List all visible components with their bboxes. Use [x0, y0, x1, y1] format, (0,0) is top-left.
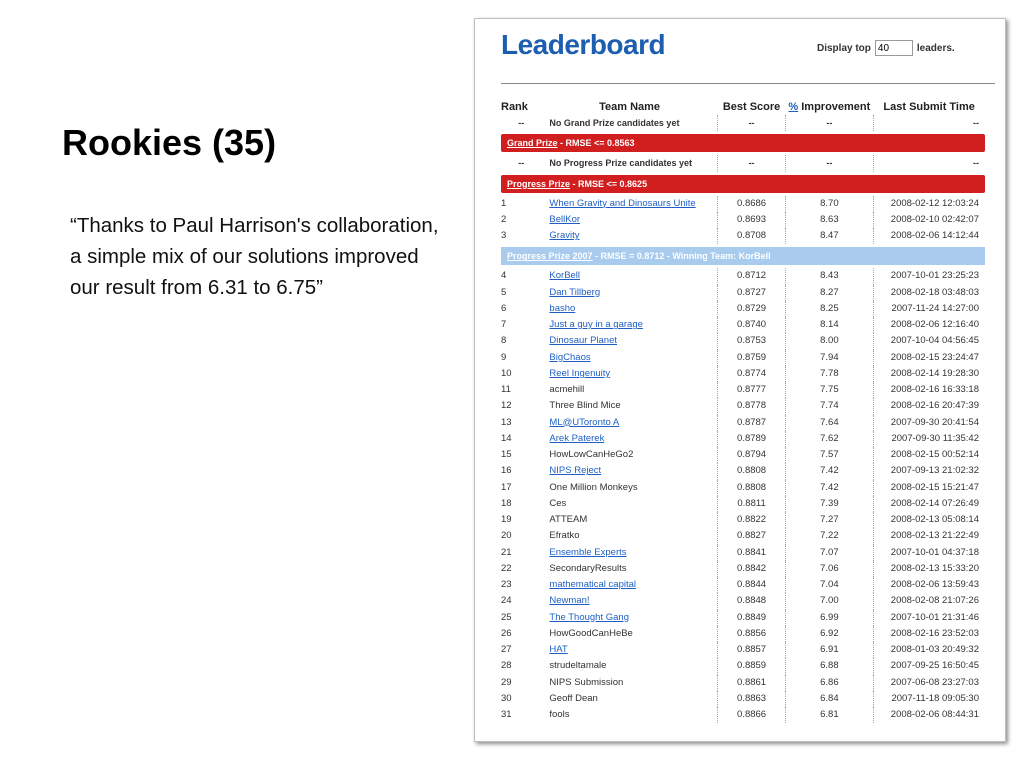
- rank-cell: 9: [501, 351, 507, 363]
- improvement-cell: 7.75: [785, 382, 873, 398]
- score-cell: 0.8727: [718, 285, 786, 301]
- column-score: Best Score: [722, 101, 781, 113]
- table-row: [501, 317, 985, 333]
- team-cell: HowGoodCanHeBe: [541, 626, 717, 642]
- team-link[interactable]: Ensemble Experts: [549, 546, 627, 558]
- improvement-cell: 7.74: [785, 398, 873, 414]
- team-cell: [541, 593, 717, 609]
- leaderboard-body: [501, 115, 985, 723]
- time-cell: 2008-02-12 12:03:24: [890, 197, 979, 209]
- time-cell: 2008-02-06 12:16:40: [890, 319, 979, 331]
- column-team: Team Name: [599, 101, 661, 113]
- team-cell: [541, 431, 717, 447]
- team-cell: [541, 415, 717, 431]
- team-link[interactable]: Reel Ingenuity: [549, 367, 611, 379]
- team-link[interactable]: Dinosaur Planet: [549, 335, 618, 347]
- score-cell: 0.8857: [718, 642, 786, 658]
- time-cell: 2008-02-06 14:12:44: [890, 230, 979, 242]
- team-cell: [541, 285, 717, 301]
- team-link[interactable]: Arek Paterek: [549, 432, 605, 444]
- table-row: [501, 577, 985, 593]
- score-cell: 0.8753: [718, 333, 786, 349]
- team-link[interactable]: Dan Tillberg: [549, 286, 601, 298]
- display-top-suffix: leaders.: [916, 42, 955, 54]
- time-cell: 2008-02-13 21:22:49: [890, 530, 979, 542]
- team-cell: [541, 317, 717, 333]
- table-row: [501, 545, 985, 561]
- rank-cell: 2: [501, 213, 507, 225]
- column-rank: Rank: [501, 101, 528, 113]
- quote-paragraph: “Thanks to Paul Harrison's collaboration, a simple mix of our solutions improved our result from 6.31 to 6.75”: [70, 214, 439, 299]
- table-row: [501, 398, 985, 414]
- team-cell: NIPS Submission: [541, 675, 717, 691]
- team-cell: No Progress Prize candidates yet: [541, 155, 717, 171]
- improvement-cell: 8.25: [785, 301, 873, 317]
- team-link[interactable]: Just a guy in a garage: [549, 319, 643, 331]
- progress-prize-2007-banner: [501, 247, 985, 265]
- table-row: [501, 447, 985, 463]
- time-cell: 2008-02-08 21:07:26: [890, 595, 979, 607]
- rank-cell: 31: [501, 709, 512, 721]
- grand-prize-banner: [501, 134, 985, 152]
- table-row: [501, 675, 985, 691]
- improvement-cell: 7.64: [785, 415, 873, 431]
- improvement-cell: 7.42: [785, 463, 873, 479]
- improvement-cell: 7.00: [785, 593, 873, 609]
- rank-cell: 17: [501, 481, 512, 493]
- team-cell: [541, 301, 717, 317]
- time-cell: 2007-10-01 21:31:46: [890, 611, 979, 623]
- table-row: [501, 212, 985, 228]
- rank-cell: 20: [501, 530, 512, 542]
- display-top-control: [817, 40, 955, 56]
- team-cell: [541, 577, 717, 593]
- rank-cell: 1: [501, 197, 507, 209]
- progress-prize-empty-row: [501, 155, 985, 171]
- table-row: [501, 480, 985, 496]
- team-cell: Geoff Dean: [541, 691, 717, 707]
- score-cell: 0.8778: [718, 398, 786, 414]
- team-link[interactable]: The Thought Gang: [549, 611, 629, 623]
- team-link[interactable]: BellKor: [549, 213, 581, 225]
- rank-cell: 10: [501, 367, 512, 379]
- time-cell: 2007-10-04 04:56:45: [890, 335, 979, 347]
- team-cell: ATTEAM: [541, 512, 717, 528]
- table-row: [501, 333, 985, 349]
- improvement-cell: 8.00: [785, 333, 873, 349]
- improvement-cell: 7.62: [785, 431, 873, 447]
- grand-prize-link[interactable]: Grand Prize: [507, 138, 558, 149]
- improvement-cell: 7.42: [785, 480, 873, 496]
- team-cell: Efratko: [541, 528, 717, 544]
- table-row: [501, 561, 985, 577]
- team-cell: [541, 366, 717, 382]
- score-cell: 0.8842: [718, 561, 786, 577]
- table-row: [501, 528, 985, 544]
- table-row: [501, 382, 985, 398]
- score-cell: 0.8822: [718, 512, 786, 528]
- improvement-cell: --: [785, 115, 873, 131]
- time-cell: 2008-02-16 23:52:03: [890, 627, 979, 639]
- leaderboard-title: Leaderboard: [501, 29, 666, 60]
- team-link[interactable]: Newman!: [549, 595, 590, 607]
- improvement-cell: --: [785, 155, 873, 171]
- team-cell: strudeltamale: [541, 658, 717, 674]
- team-cell: [541, 228, 717, 244]
- team-cell: [541, 610, 717, 626]
- table-row: [501, 268, 985, 284]
- rank-cell: --: [518, 158, 525, 169]
- table-row: [501, 463, 985, 479]
- score-cell: 0.8848: [718, 593, 786, 609]
- table-row: [501, 593, 985, 609]
- score-cell: 0.8777: [718, 382, 786, 398]
- time-cell: 2008-02-13 05:08:14: [890, 514, 979, 526]
- table-row: [501, 228, 985, 244]
- leaderboard-table: [501, 99, 985, 723]
- rank-cell: 4: [501, 270, 507, 282]
- improvement-cell: 8.43: [785, 268, 873, 284]
- improvement-cell: 7.06: [785, 561, 873, 577]
- improvement-percent-link[interactable]: %: [788, 101, 799, 113]
- improvement-cell: 8.47: [785, 228, 873, 244]
- score-cell: 0.8856: [718, 626, 786, 642]
- improvement-cell: 7.39: [785, 496, 873, 512]
- score-cell: 0.8708: [718, 228, 786, 244]
- table-row: [501, 707, 985, 723]
- score-cell: 0.8861: [718, 675, 786, 691]
- time-cell: 2007-11-18 09:05:30: [891, 692, 979, 704]
- rank-cell: 23: [501, 579, 512, 591]
- rank-cell: 26: [501, 627, 512, 639]
- improvement-cell: 6.88: [785, 658, 873, 674]
- rank-cell: 19: [501, 514, 512, 526]
- team-link[interactable]: NIPS Reject: [549, 465, 602, 477]
- improvement-cell: 7.04: [785, 577, 873, 593]
- improvement-cell: 7.78: [785, 366, 873, 382]
- team-cell: [541, 196, 717, 212]
- team-link[interactable]: HAT: [549, 644, 568, 656]
- team-cell: SecondaryResults: [541, 561, 717, 577]
- score-cell: 0.8774: [718, 366, 786, 382]
- table-row: [501, 431, 985, 447]
- team-cell: [541, 545, 717, 561]
- improvement-cell: 7.94: [785, 350, 873, 366]
- improvement-cell: 7.07: [785, 545, 873, 561]
- time-cell: 2008-02-16 16:33:18: [890, 384, 979, 396]
- score-cell: 0.8859: [718, 658, 786, 674]
- rank-cell: 6: [501, 302, 507, 314]
- improvement-cell: 6.86: [785, 675, 873, 691]
- rank-cell: 29: [501, 676, 512, 688]
- score-cell: 0.8712: [718, 268, 786, 284]
- rank-cell: 13: [501, 416, 512, 428]
- time-cell: 2007-10-01 23:25:23: [890, 270, 979, 282]
- time-cell: 2007-10-01 04:37:18: [890, 546, 979, 558]
- table-row: [501, 512, 985, 528]
- improvement-cell: 6.99: [785, 610, 873, 626]
- score-cell: 0.8811: [718, 496, 786, 512]
- table-row: [501, 691, 985, 707]
- improvement-cell: 8.70: [785, 196, 873, 212]
- improvement-cell: 8.14: [785, 317, 873, 333]
- rank-cell: 12: [501, 400, 512, 412]
- team-cell: acmehill: [541, 382, 717, 398]
- time-cell: 2007-11-24 14:27:00: [891, 302, 979, 314]
- rank-cell: 21: [501, 546, 512, 558]
- rank-cell: 15: [501, 449, 512, 461]
- team-cell: No Grand Prize candidates yet: [541, 115, 717, 131]
- column-improvement: [785, 99, 873, 115]
- header-divider: [501, 83, 995, 84]
- team-link[interactable]: When Gravity and Dinosaurs Unite: [549, 197, 696, 209]
- table-row: [501, 366, 985, 382]
- team-cell: [541, 268, 717, 284]
- leaderboard-header: [475, 19, 1005, 83]
- rank-cell: --: [518, 118, 525, 129]
- score-cell: 0.8808: [718, 463, 786, 479]
- score-cell: 0.8686: [718, 196, 786, 212]
- rank-cell: 5: [501, 286, 507, 298]
- column-time: Last Submit Time: [883, 101, 975, 113]
- improvement-cell: 6.84: [785, 691, 873, 707]
- team-cell: One Million Monkeys: [541, 480, 717, 496]
- rank-cell: 16: [501, 465, 512, 477]
- team-link[interactable]: BigChaos: [549, 351, 591, 363]
- time-cell: 2008-02-18 03:48:03: [890, 286, 979, 298]
- team-cell: [541, 463, 717, 479]
- rank-cell: 30: [501, 692, 512, 704]
- score-cell: 0.8844: [718, 577, 786, 593]
- progress-prize-banner: [501, 175, 985, 193]
- score-cell: 0.8787: [718, 415, 786, 431]
- improvement-cell: 7.27: [785, 512, 873, 528]
- time-cell: 2007-09-30 20:41:54: [890, 416, 979, 428]
- team-cell: Three Blind Mice: [541, 398, 717, 414]
- score-cell: 0.8827: [718, 528, 786, 544]
- improvement-label: Improvement: [801, 101, 871, 113]
- display-top-label: Display top: [817, 42, 871, 54]
- display-top-input[interactable]: [875, 40, 913, 56]
- time-cell: 2007-06-08 23:27:03: [890, 676, 979, 688]
- rank-cell: 24: [501, 595, 512, 607]
- table-row: [501, 610, 985, 626]
- table-row: [501, 415, 985, 431]
- improvement-cell: 6.91: [785, 642, 873, 658]
- table-row: [501, 658, 985, 674]
- rank-cell: 22: [501, 562, 512, 574]
- improvement-cell: 8.63: [785, 212, 873, 228]
- time-cell: 2008-02-13 15:33:20: [890, 562, 979, 574]
- rank-cell: 27: [501, 644, 512, 656]
- score-cell: 0.8740: [718, 317, 786, 333]
- progress-prize-2007-link[interactable]: Progress Prize 2007: [507, 251, 593, 262]
- improvement-cell: 6.81: [785, 707, 873, 723]
- score-cell: 0.8863: [718, 691, 786, 707]
- team-cell: fools: [541, 707, 717, 723]
- quote-text: [70, 210, 445, 303]
- team-cell: Ces: [541, 496, 717, 512]
- rank-cell: 8: [501, 335, 507, 347]
- time-cell: --: [973, 118, 979, 129]
- leaderboard-screenshot: [474, 18, 1006, 742]
- team-link[interactable]: ML@UToronto A: [549, 416, 620, 428]
- score-cell: --: [718, 115, 786, 131]
- slide-title: Rookies (35): [62, 122, 277, 163]
- team-link[interactable]: mathematical capital: [549, 579, 637, 591]
- time-cell: 2008-02-16 20:47:39: [890, 400, 979, 412]
- time-cell: 2007-09-25 16:50:45: [890, 660, 979, 672]
- score-cell: --: [718, 155, 786, 171]
- score-cell: 0.8841: [718, 545, 786, 561]
- time-cell: 2008-02-15 00:52:14: [890, 449, 979, 461]
- table-row: [501, 285, 985, 301]
- score-cell: 0.8759: [718, 350, 786, 366]
- time-cell: 2008-02-14 07:26:49: [890, 497, 979, 509]
- rank-cell: 28: [501, 660, 512, 672]
- score-cell: 0.8729: [718, 301, 786, 317]
- team-cell: [541, 212, 717, 228]
- table-row: [501, 496, 985, 512]
- time-cell: 2008-02-15 15:21:47: [890, 481, 979, 493]
- score-cell: 0.8808: [718, 480, 786, 496]
- time-cell: 2008-02-10 02:42:07: [890, 213, 979, 225]
- team-cell: [541, 642, 717, 658]
- score-cell: 0.8693: [718, 212, 786, 228]
- rank-cell: 14: [501, 432, 512, 444]
- team-cell: [541, 333, 717, 349]
- team-link[interactable]: Gravity: [549, 230, 580, 242]
- score-cell: 0.8794: [718, 447, 786, 463]
- team-link[interactable]: basho: [549, 302, 576, 314]
- team-link[interactable]: KorBell: [549, 270, 581, 282]
- time-cell: 2008-01-03 20:49:32: [890, 644, 979, 656]
- grand-prize-empty-row: [501, 115, 985, 131]
- improvement-cell: 7.57: [785, 447, 873, 463]
- rank-cell: 18: [501, 497, 512, 509]
- table-row: [501, 350, 985, 366]
- score-cell: 0.8849: [718, 610, 786, 626]
- table-header-row: [501, 99, 985, 115]
- time-cell: 2007-09-30 11:35:42: [891, 432, 979, 444]
- rank-cell: 11: [501, 384, 511, 396]
- rank-cell: 3: [501, 230, 507, 242]
- grand-prize-threshold: - RMSE <= 0.8563: [557, 138, 635, 149]
- improvement-cell: 7.22: [785, 528, 873, 544]
- time-cell: --: [973, 158, 979, 169]
- time-cell: 2008-02-15 23:24:47: [890, 351, 979, 363]
- improvement-cell: 6.92: [785, 626, 873, 642]
- progress-prize-2007-details: - RMSE = 0.8712 - Winning Team: KorBell: [592, 251, 771, 262]
- progress-prize-threshold: - RMSE <= 0.8625: [570, 178, 648, 189]
- table-row: [501, 196, 985, 212]
- table-row: [501, 642, 985, 658]
- progress-prize-link[interactable]: Progress Prize: [507, 178, 571, 189]
- time-cell: 2008-02-06 13:59:43: [890, 579, 979, 591]
- team-cell: HowLowCanHeGo2: [541, 447, 717, 463]
- score-cell: 0.8866: [718, 707, 786, 723]
- improvement-cell: 8.27: [785, 285, 873, 301]
- team-cell: [541, 350, 717, 366]
- time-cell: 2008-02-06 08:44:31: [890, 709, 979, 721]
- table-row: [501, 626, 985, 642]
- time-cell: 2007-09-13 21:02:32: [890, 465, 979, 477]
- score-cell: 0.8789: [718, 431, 786, 447]
- table-row: [501, 301, 985, 317]
- time-cell: 2008-02-14 19:28:30: [890, 367, 979, 379]
- rank-cell: 7: [501, 319, 507, 331]
- rank-cell: 25: [501, 611, 512, 623]
